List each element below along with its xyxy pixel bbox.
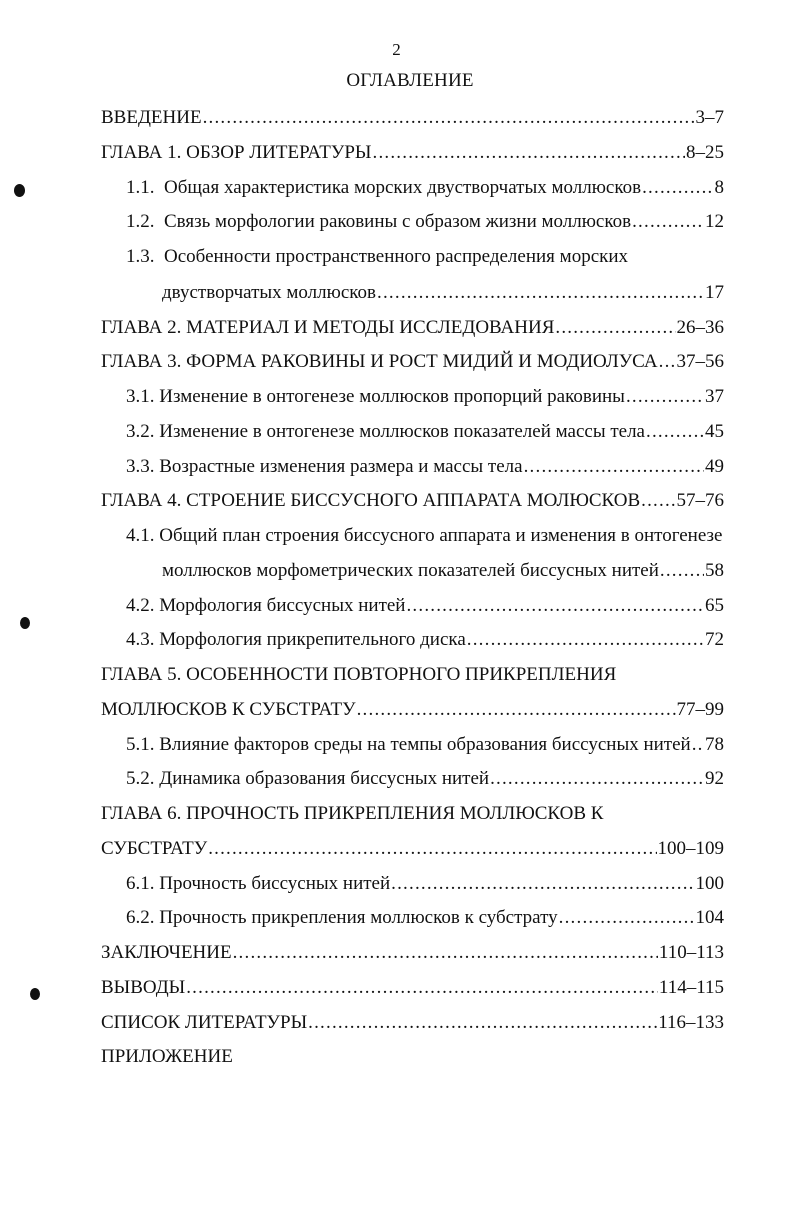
- toc-entry-conclusion: [101, 941, 724, 965]
- leader-dots: [555, 316, 675, 340]
- toc-entry-label: [126, 210, 631, 234]
- toc-entry-page: 104: [695, 907, 724, 928]
- toc-entry-page: 100–109: [657, 838, 724, 859]
- toc-entry-label: ГЛАВА 1. ОБЗОР ЛИТЕРАТУРЫ: [101, 142, 372, 163]
- toc-entry-label: ВВЕДЕНИЕ: [101, 107, 202, 128]
- leader-dots: [203, 106, 695, 130]
- toc-entry-references: [101, 1011, 724, 1035]
- toc-entry-chapter-5-continued: [101, 698, 724, 722]
- leader-dots: [632, 210, 704, 234]
- toc-title: ОГЛАВЛЕНИЕ: [346, 70, 474, 91]
- leader-dots: [467, 628, 704, 652]
- toc-entry-chapter-1: [101, 141, 724, 165]
- toc-entry-label: ГЛАВА 4. СТРОЕНИЕ БИССУСНОГО АППАРАТА МОЛЮСКОВ: [101, 490, 641, 511]
- toc-entry-page: 8–25: [686, 142, 724, 163]
- toc-entry-chapter-4: [101, 489, 724, 513]
- toc-entry-label: [126, 176, 641, 200]
- toc-entry-label: МОЛЛЮСКОВ К СУБСТРАТУ: [101, 699, 356, 720]
- toc-entry-section-3-3: [126, 455, 724, 479]
- toc-entry-section-1-3-continued: [162, 281, 724, 305]
- toc-entry-page: 58: [705, 560, 724, 581]
- toc-entry-label: ЗАКЛЮЧЕНИЕ: [101, 942, 232, 963]
- toc-entry-section-5-1: [126, 733, 724, 757]
- toc-entry-chapter-6: [101, 802, 603, 826]
- binder-hole-mark: [30, 988, 40, 1000]
- leader-dots: [692, 733, 704, 757]
- toc-entry-label: 5.2. Динамика образования биссусных нитей: [126, 768, 490, 789]
- toc-entry-section-3-2: [126, 420, 724, 444]
- toc-entry-section-1-2: [126, 210, 724, 234]
- toc-entry-page: 12: [705, 211, 724, 232]
- toc-entry-section-6-2: [126, 906, 724, 930]
- section-number: 1.2.: [126, 211, 155, 232]
- leader-dots: [490, 767, 704, 791]
- toc-entry-page: 26–36: [676, 317, 724, 338]
- toc-entry-label: 4.2. Морфология биссусных нитей: [126, 595, 406, 616]
- leader-dots: [641, 489, 675, 513]
- leader-dots: [186, 976, 658, 1000]
- chapter-title: ГЛАВА 5. ОСОБЕННОСТИ ПОВТОРНОГО ПРИКРЕПЛЕНИЯ: [101, 664, 617, 685]
- section-title: Связь морфологии раковины с образом жизни моллюсков: [164, 211, 632, 232]
- leader-dots: [373, 141, 686, 165]
- leader-dots: [406, 594, 704, 618]
- toc-entry-chapter-2: [101, 316, 724, 340]
- leader-dots: [642, 176, 713, 200]
- toc-entry-label: СПИСОК ЛИТЕРАТУРЫ: [101, 1012, 308, 1033]
- toc-entry-chapter-6-continued: [101, 837, 724, 861]
- toc-entry-label: двустворчатых моллюсков: [162, 282, 377, 303]
- toc-entry-label: моллюсков морфометрических показателей биссусных нитей: [162, 560, 659, 581]
- leader-dots: [626, 385, 704, 409]
- toc-entry-chapter-3: [101, 350, 724, 374]
- toc-entry-section-1-1: [126, 176, 724, 200]
- toc-entry-label: 3.2. Изменение в онтогенезе моллюсков показателей массы тела: [126, 421, 645, 442]
- toc-entry-label: ПРИЛОЖЕНИЕ: [101, 1046, 233, 1067]
- chapter-title: ГЛАВА 6. ПРОЧНОСТЬ ПРИКРЕПЛЕНИЯ МОЛЛЮСКОВ К: [101, 803, 604, 824]
- leader-dots: [357, 698, 676, 722]
- toc-entry-label: 3.3. Возрастные изменения размера и массы тела: [126, 456, 523, 477]
- leader-dots: [659, 350, 676, 374]
- leader-dots: [646, 420, 704, 444]
- toc-entry-page: 110–113: [658, 942, 724, 963]
- binder-hole-mark: [20, 617, 30, 629]
- toc-entry-page: 45: [705, 421, 724, 442]
- toc-entry-page: 77–99: [676, 699, 724, 720]
- toc-entry-section-3-1: [126, 385, 724, 409]
- toc-entry-label: СУБСТРАТУ: [101, 838, 208, 859]
- leader-dots: [308, 1011, 657, 1035]
- toc-entry-label: ГЛАВА 2. МАТЕРИАЛ И МЕТОДЫ ИССЛЕДОВАНИЯ: [101, 317, 555, 338]
- toc-entry-findings: [101, 976, 724, 1000]
- toc-entry-label: ГЛАВА 3. ФОРМА РАКОВИНЫ И РОСТ МИДИЙ И МОДИОЛУСА: [101, 351, 658, 372]
- toc-entry-page: 37: [705, 386, 724, 407]
- toc-entry-appendix: [101, 1045, 233, 1069]
- toc-entry-page: 100: [695, 873, 724, 894]
- section-number: 1.1.: [126, 177, 155, 198]
- toc-entry-section-5-2: [126, 767, 724, 791]
- section-title: 4.1. Общий план строения биссусного аппарата и изменения в онтогенезе: [126, 525, 723, 546]
- toc-entry-page: 114–115: [658, 977, 724, 998]
- toc-entry-label: 3.1. Изменение в онтогенезе моллюсков пропорций раковины: [126, 386, 625, 407]
- toc-entry-intro: [101, 106, 724, 130]
- toc-entry-page: 78: [705, 734, 724, 755]
- toc-entry-section-4-1-continued: [162, 559, 724, 583]
- toc-entry-page: 8: [714, 177, 724, 198]
- toc-entry-label: 4.3. Морфология прикрепительного диска: [126, 629, 466, 650]
- leader-dots: [208, 837, 656, 861]
- section-title: Общая характеристика морских двустворчатых моллюсков: [164, 177, 642, 198]
- toc-entry-section-1-3: [126, 245, 628, 269]
- toc-entry-section-6-1: [126, 872, 724, 896]
- section-number: 1.3.: [126, 246, 155, 267]
- toc-entry-page: 65: [705, 595, 724, 616]
- leader-dots: [524, 455, 704, 479]
- leader-dots: [559, 906, 695, 930]
- toc-entry-label: 6.1. Прочность биссусных нитей: [126, 873, 391, 894]
- page-number: 2: [392, 40, 401, 59]
- toc-entry-section-4-3: [126, 628, 724, 652]
- toc-entry-page: 17: [705, 282, 724, 303]
- toc-entry-label: 6.2. Прочность прикрепления моллюсков к субстрату: [126, 907, 558, 928]
- toc-entry-label: 5.1. Влияние факторов среды на темпы образования биссусных нитей: [126, 734, 691, 755]
- toc-entry-page: 92: [705, 768, 724, 789]
- toc-entry-page: 57–76: [676, 490, 724, 511]
- toc-entry-section-4-2: [126, 594, 724, 618]
- leader-dots: [660, 559, 704, 583]
- leader-dots: [391, 872, 694, 896]
- toc-entry-page: 72: [705, 629, 724, 650]
- toc-entry-chapter-5: [101, 663, 616, 687]
- leader-dots: [233, 941, 658, 965]
- toc-entry-section-4-1: [126, 524, 722, 548]
- toc-entry-label: ВЫВОДЫ: [101, 977, 186, 998]
- binder-hole-mark: [14, 184, 25, 197]
- toc-entry-page: 49: [705, 456, 724, 477]
- toc-entry-page: 37–56: [676, 351, 724, 372]
- toc-entry-page: 3–7: [695, 107, 724, 128]
- toc-entry-page: 116–133: [658, 1012, 724, 1033]
- section-title: Особенности пространственного распределения морских: [164, 246, 629, 267]
- leader-dots: [377, 281, 704, 305]
